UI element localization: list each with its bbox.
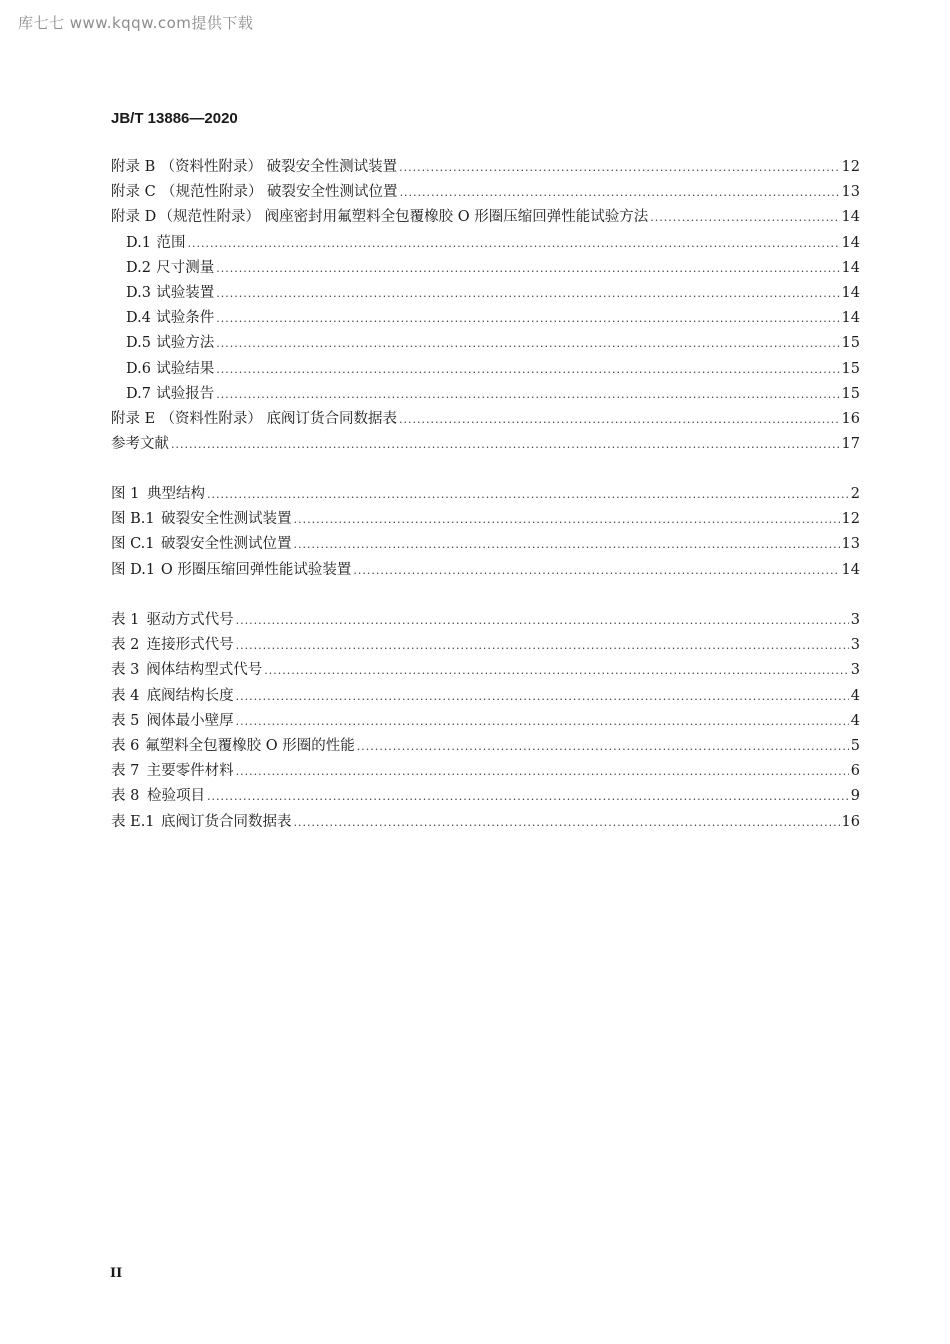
dot-leader (400, 186, 840, 199)
toc-entry-title: （规范性附录） 阀座密封用氟塑料全包覆橡胶 O 形圈压缩回弹性能试验方法 (158, 209, 649, 226)
toc-entry-page: 5 (850, 737, 860, 754)
toc-entry-page: 13 (841, 536, 860, 553)
toc-entry-number: 附录 C (111, 184, 156, 201)
toc-figure-list (111, 482, 860, 583)
dot-leader (236, 715, 849, 728)
toc-entry-title: 阀体结构型式代号 (146, 662, 263, 679)
toc-entry-number: 表 8 (111, 788, 140, 805)
toc-entry-figure-d1[interactable] (111, 558, 860, 583)
toc-entry-number: 图 D.1 (111, 561, 156, 578)
toc-entry-title: 试验方法 (156, 335, 215, 352)
toc-entry-d5[interactable] (111, 331, 860, 356)
toc-entry-table-2[interactable] (111, 633, 860, 658)
toc-entry-title: 阀体最小壁厚 (146, 712, 234, 729)
toc-entry-title: 驱动方式代号 (146, 612, 234, 628)
toc-entry-number: 附录 B (111, 159, 156, 175)
toc-entry-title: （资料性附录） 底阀订货合同数据表 (160, 410, 398, 427)
toc-entry-number: D.6 (126, 360, 151, 377)
toc-entry-number: 表 5 (111, 712, 140, 729)
toc-entry-title: 破裂安全性测试位置 (161, 536, 292, 553)
toc-table-list (111, 608, 860, 835)
toc-entry-title: 范围 (156, 234, 186, 251)
toc-entry-figure-b1[interactable] (111, 507, 860, 532)
dot-leader (357, 740, 849, 753)
toc-entry-number: D.4 (126, 310, 151, 327)
toc-entry-title: 尺寸测量 (156, 259, 215, 276)
toc-entry-number: D.5 (126, 335, 151, 352)
dot-leader (207, 488, 849, 501)
toc-entry-page: 13 (841, 184, 860, 201)
dot-leader (171, 438, 840, 451)
toc-entry-d2[interactable] (111, 256, 860, 281)
dot-leader (216, 388, 839, 401)
toc-entry-page: 14 (841, 234, 860, 251)
toc-entry-d1[interactable] (111, 231, 860, 256)
toc-entry-page: 17 (841, 436, 860, 453)
toc-entry-number: 表 2 (111, 637, 140, 654)
toc-entry-table-4[interactable] (111, 684, 860, 709)
toc-entry-title: 试验装置 (156, 284, 215, 301)
toc-entry-number: D.2 (126, 259, 151, 276)
toc-entry-number: D.7 (126, 385, 151, 402)
toc-entry-page: 12 (841, 511, 860, 528)
dot-leader (236, 765, 849, 778)
toc-entry-d7[interactable] (111, 382, 860, 407)
toc-entry-page: 14 (841, 561, 860, 578)
toc-entry-number: 附录 D (111, 209, 157, 226)
toc-entry-table-5[interactable] (111, 709, 860, 734)
dot-leader (207, 790, 849, 803)
toc-entry-table-3[interactable] (111, 658, 860, 683)
toc-entry-number: 表 E.1 (111, 813, 155, 830)
dot-leader (236, 690, 849, 703)
toc-entry-number: 表 3 (111, 662, 140, 679)
toc-entry-page: 14 (841, 310, 860, 327)
dot-leader (399, 413, 840, 426)
toc-appendix-list (111, 155, 860, 457)
toc-entry-title: 试验结果 (156, 360, 215, 377)
toc-entry-figure-1[interactable] (111, 482, 860, 507)
toc-entry-table-8[interactable] (111, 784, 860, 809)
toc-entry-title: 破裂安全性测试装置 (161, 511, 292, 528)
toc-entry-page: 14 (841, 284, 860, 301)
toc-entry-page: 9 (850, 788, 860, 805)
dot-leader (650, 211, 839, 224)
standard-code-header: JB/T 13886—2020 (111, 110, 238, 127)
toc-entry-appendix-b[interactable] (111, 155, 860, 180)
toc-entry-number: D.3 (126, 284, 151, 301)
toc-entry-title: 主要零件材料 (146, 763, 234, 780)
toc-entry-table-7[interactable] (111, 759, 860, 784)
toc-entry-title: 底阀订货合同数据表 (161, 813, 292, 830)
toc-entry-number: 表 1 (111, 612, 140, 628)
toc-entry-appendix-e[interactable] (111, 407, 860, 432)
dot-leader (264, 664, 848, 677)
toc-entry-appendix-c[interactable] (111, 180, 860, 205)
toc-entry-d6[interactable] (111, 357, 860, 382)
toc-entry-table-e1[interactable] (111, 810, 860, 835)
toc-entry-number: 附录 E (111, 410, 156, 427)
toc-entry-number: 表 4 (111, 687, 140, 704)
toc-entry-number: 图 C.1 (111, 536, 155, 553)
dot-leader (294, 513, 840, 526)
toc-entry-d3[interactable] (111, 281, 860, 306)
toc-entry-title: 检验项目 (146, 788, 205, 805)
toc-entry-number: 图 B.1 (111, 511, 155, 528)
dot-leader (216, 312, 839, 325)
toc-entry-title: 试验报告 (156, 385, 215, 402)
dot-leader (294, 816, 840, 829)
dot-leader (236, 639, 849, 652)
toc-entry-page: 3 (850, 637, 860, 654)
watermark-text: 库七七 www.kqqw.com提供下载 (18, 14, 254, 32)
toc-entry-number: 表 6 (111, 737, 140, 754)
toc-entry-page: 16 (841, 813, 860, 830)
toc-entry-page: 14 (841, 209, 860, 226)
dot-leader (216, 262, 839, 275)
dot-leader (187, 237, 839, 250)
toc-entry-references[interactable] (111, 432, 860, 457)
toc-entry-d4[interactable] (111, 306, 860, 331)
dot-leader (216, 287, 839, 300)
toc-entry-appendix-d[interactable] (111, 205, 860, 230)
toc-entry-title: （规范性附录） 破裂安全性测试位置 (160, 184, 398, 201)
toc-entry-page: 16 (841, 410, 860, 427)
toc-entry-table-6[interactable] (111, 734, 860, 759)
toc-entry-title: 连接形式代号 (146, 637, 234, 654)
toc-entry-table-1[interactable] (111, 608, 860, 633)
toc-entry-figure-c1[interactable] (111, 532, 860, 557)
dot-leader (236, 614, 849, 627)
dot-leader (399, 161, 839, 174)
toc-entry-number: 表 7 (111, 763, 140, 780)
toc-entry-page: 2 (850, 486, 860, 502)
toc-entry-page: 4 (850, 712, 860, 729)
toc-entry-page: 4 (850, 687, 860, 704)
toc-entry-page: 15 (841, 385, 860, 402)
toc-entry-page: 6 (850, 763, 860, 780)
dot-leader (216, 337, 839, 350)
toc-entry-title: 底阀结构长度 (146, 687, 234, 704)
dot-leader (353, 564, 839, 577)
toc-entry-title: （资料性附录） 破裂安全性测试装置 (160, 159, 398, 175)
toc-entry-number: D.1 (126, 234, 151, 251)
toc-entry-page: 12 (841, 159, 860, 175)
toc-entry-title: O 形圈压缩回弹性能试验装置 (160, 561, 352, 578)
dot-leader (294, 538, 840, 551)
toc-entry-page: 14 (841, 259, 860, 276)
toc-entry-number: 图 1 (111, 486, 140, 502)
toc-entry-number: 参考文献 (111, 436, 169, 453)
toc-entry-page: 15 (841, 360, 860, 377)
toc-entry-page: 15 (841, 335, 860, 352)
toc-entry-title: 氟塑料全包覆橡胶 O 形圈的性能 (145, 737, 355, 754)
toc-entry-title: 典型结构 (146, 486, 205, 502)
toc-entry-page: 3 (850, 662, 860, 679)
page-number: II (110, 1266, 123, 1281)
toc-entry-title: 试验条件 (156, 310, 215, 327)
dot-leader (216, 363, 839, 376)
toc-entry-page: 3 (850, 612, 860, 628)
